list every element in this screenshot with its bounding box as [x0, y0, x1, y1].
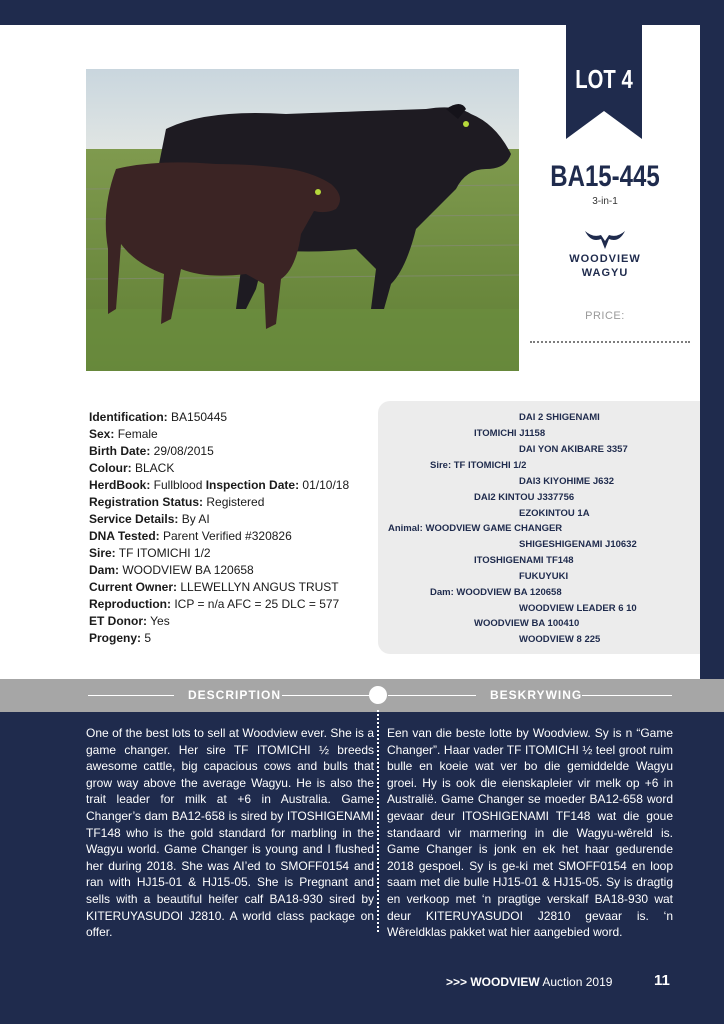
- band-rule-left: [88, 695, 174, 696]
- detail-birth-date: Birth Date: 29/08/2015: [89, 444, 214, 458]
- price-dotted-line: [530, 341, 690, 343]
- price-label: PRICE:: [585, 310, 625, 322]
- pedigree-entry: DAI YON AKIBARE 3357: [519, 444, 628, 455]
- band-rule-center-right: [388, 695, 476, 696]
- pedigree-entry: DAI2 KINTOU J337756: [474, 492, 575, 503]
- animal-id: BA15-445: [550, 160, 660, 193]
- pedigree-entry: DAI3 KIYOHIME J632: [519, 476, 615, 487]
- detail-service: Service Details: By AI: [89, 512, 210, 526]
- pedigree-entry: SHIGESHIGENAMI J10632: [519, 539, 637, 550]
- detail-progeny: Progeny: 5: [89, 631, 152, 645]
- detail-colour: Colour: BLACK: [89, 461, 175, 475]
- detail-dam: Dam: WOODVIEW BA 120658: [89, 563, 254, 577]
- animal-details: [89, 409, 379, 647]
- animal-subtitle: 3-in-1: [592, 196, 618, 207]
- description-afrikaans: Een van die beste lotte by Woodview. Sy is n “Game Changer”. Haar vader TF ITOMICHI ½ teel groot ruim bulle en koeie wat ver bo die gemiddelde Wagyu groei. Hy is ook die eienskapleier vir melk op +6 in Australië. Game Changer se moeder BA12-658 word gevaar deur ITOSHIGENAMI TF148 wat die goue standaard vir marmering in die Wagyu-wêreld is. Game Changer is jonk en ek het haar gedurende 2018 gespoel. Sy is ge-ki met SMOFF0154 en loop saam met die bulle HJ15-01 & HJ15-05. Sy is dragtig en verkoop met ‘n pragtige verskalf BA18-930 wat deur KITERUYASUDOI J2810 gevaar is. ‘n Wêreldklas pakket wat hier aangebied word.: [387, 726, 673, 940]
- pedigree-entry: DAI 2 SHIGENAMI: [519, 412, 600, 423]
- band-rule-right: [582, 695, 672, 696]
- detail-herdbook: HerdBook: Fullblood Inspection Date: 01/10/18: [89, 478, 350, 492]
- detail-owner: Current Owner: LLEWELLYN ANGUS TRUST: [89, 580, 339, 594]
- page-number: 11: [654, 972, 670, 989]
- pedigree-entry: WOODVIEW 8 225: [519, 634, 601, 645]
- pedigree-dam: Dam: WOODVIEW BA 120658: [430, 587, 562, 598]
- detail-sex: Sex: Female: [89, 427, 158, 441]
- pedigree-entry: WOODVIEW LEADER 6 10: [519, 603, 637, 614]
- pedigree-animal: Animal: WOODVIEW GAME CHANGER: [388, 523, 563, 534]
- lot-number: LOT 4: [575, 64, 633, 94]
- brand-tagline: WAGYU: [581, 267, 629, 279]
- band-circle-marker: [369, 686, 387, 704]
- detail-et-donor: ET Donor: Yes: [89, 614, 170, 628]
- pedigree-entry: FUKUYUKI: [519, 571, 569, 582]
- detail-dna: DNA Tested: Parent Verified #320826: [89, 529, 292, 543]
- beskrywing-heading: BESKRYWING: [490, 688, 583, 702]
- band-rule-center-left: [282, 695, 370, 696]
- detail-sire: Sire: TF ITOMICHI 1/2: [89, 546, 211, 560]
- pedigree-sire: Sire: TF ITOMICHI 1/2: [430, 460, 527, 471]
- column-divider: [377, 710, 379, 932]
- description-heading: DESCRIPTION: [188, 688, 282, 702]
- brand-name: WOODVIEW: [569, 253, 641, 265]
- pedigree-entry: EZOKINTOU 1A: [519, 508, 590, 519]
- detail-identification: Identification: BA150445: [89, 410, 228, 424]
- description-english: One of the best lots to sell at Woodview ever. She is a game changer. Her sire TF ITOMICHI ½ breeds awesome cattle, big capacious cows and bulls that grow way above the average Wagyu. He is also the trait leader for milk at +6 in Australia. Game Changer’s dam BA12-658 is sired by ITOSHIGENAMI TF148 who is the gold standard for marbling in the Wagyu world. Game Changer is young and I flushed her during 2018. She was AI’ed to SMOFF0154 and ran with HJ15-01 & HJ15-05. She is Pregnant and sells with a beautiful heifer calf BA18-930 sired by KITERUYASUDOI J2810. A world class package on offer.: [86, 726, 374, 940]
- footer-credit: >>> WOODVIEW Auction 2019: [446, 975, 613, 989]
- cattle-photo: [86, 69, 519, 371]
- detail-reproduction: Reproduction: ICP = n/a AFC = 25 DLC = 577: [89, 597, 340, 611]
- pedigree-entry: ITOMICHI J1158: [474, 428, 546, 439]
- detail-registration: Registration Status: Registered: [89, 495, 265, 509]
- pedigree-entry: WOODVIEW BA 100410: [474, 618, 580, 629]
- pedigree-entry: ITOSHIGENAMI TF148: [474, 555, 574, 566]
- woodview-horns-logo: [583, 229, 627, 251]
